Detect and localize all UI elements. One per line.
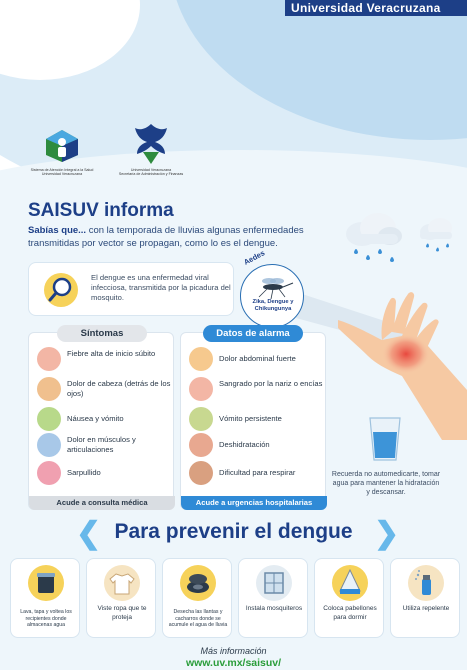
abdominal-pain-icon <box>189 347 213 371</box>
info-card <box>28 262 234 316</box>
alarm-footer: Acude a urgencias hospitalarias <box>181 496 327 510</box>
mosquito-diseases: Zika, Dengue y Chikungunya <box>252 299 294 312</box>
symptom-item <box>37 377 173 403</box>
alarm-item <box>189 347 325 373</box>
more-info-link[interactable]: www.uv.mx/saisuv/ <box>185 657 282 669</box>
page-title: SAISUV informa <box>28 200 174 221</box>
tip-label: Instala mosquiteros <box>245 605 303 612</box>
fever-face-icon <box>37 347 61 371</box>
tip-label: Viste ropa que te proteja <box>97 605 147 621</box>
saisuv-caption: Universidad Veracruzana <box>41 172 83 177</box>
alarm-label: Deshidratación <box>219 440 270 449</box>
long-sleeve-shirt-icon <box>104 565 140 601</box>
alarm-item <box>189 433 325 459</box>
tip-label: Utiliza repelente <box>402 605 450 612</box>
alarm-item <box>189 407 325 433</box>
symptoms-title: Síntomas <box>57 325 147 342</box>
symptom-item <box>37 347 173 373</box>
vomit-face-icon <box>189 407 213 431</box>
tip-label: Desecha las llantas y cacharros donde se acumule el agua de lluvia <box>168 609 228 629</box>
symptom-label: Fiebre alta de inicio súbito <box>67 349 156 358</box>
rain-cloud-icon <box>340 208 406 279</box>
saisuv-caption: Sistema de Atención Integral a la Salud <box>30 168 94 172</box>
rain-cloud-icon <box>416 216 456 265</box>
saisuv-logo <box>22 128 102 177</box>
subtitle-text: con la temporada de lluvias algunas enfermedades transmitidas por vector se propagan, como lo es el dengue. <box>28 225 304 249</box>
prevention-tip <box>314 558 384 638</box>
alarm-label: Dificultad para respirar <box>219 468 296 477</box>
window-screen-icon <box>256 565 292 601</box>
bed-net-icon <box>332 565 368 601</box>
nausea-face-icon <box>37 407 61 431</box>
tires-icon <box>180 565 216 601</box>
alarm-panel <box>180 328 326 510</box>
alarm-label: Vómito persistente <box>219 414 282 423</box>
more-info-label: Más información <box>200 646 267 656</box>
magnifier-icon <box>43 272 79 308</box>
breathing-face-icon <box>189 461 213 485</box>
prevention-tip <box>390 558 460 638</box>
page-subtitle <box>28 225 338 250</box>
prevention-tip <box>162 558 232 638</box>
prevention-tip <box>86 558 156 638</box>
university-banner[interactable]: Universidad Veracruzana <box>285 0 467 16</box>
tip-label: Coloca pabellones para dormir <box>323 605 377 621</box>
alarm-title: Datos de alarma <box>203 325 303 342</box>
alarm-item <box>189 377 325 403</box>
water-glass-icon <box>368 416 402 462</box>
prevention-tip <box>10 558 80 638</box>
symptom-item <box>37 407 173 433</box>
symptom-item <box>37 433 173 459</box>
mosquito-badge <box>240 248 304 328</box>
alarm-item <box>189 461 325 487</box>
chevron-left-icon: ❮ <box>76 517 102 550</box>
symptom-label: Náusea y vómito <box>67 414 124 423</box>
alarm-label: Dolor abdominal fuerte <box>219 354 296 363</box>
mosquito-species: Aedes <box>242 248 267 267</box>
symptom-label: Dolor de cabeza (detrás de los ojos) <box>67 379 171 398</box>
uv-caption: Secretaría de Administración y Finanzas <box>118 172 184 177</box>
advice-text: Recuerda no automedicarte, tomar agua para mantener la hidratación y descansar. <box>331 471 441 496</box>
info-text: El dengue es una enfermedad viral infecciosa, transmitida por la picadura del mosquito. <box>91 273 231 303</box>
dehydration-face-icon <box>189 433 213 457</box>
alarm-label: Sangrado por la nariz o encías <box>219 379 323 388</box>
symptom-label: Sarpullido <box>67 468 101 477</box>
prevention-title: Para prevenir el dengue <box>114 520 353 543</box>
saisuv-logo-icon <box>44 128 80 164</box>
tip-label: Lava, tapa y voltea los recipientes donde almacenas agua <box>20 609 72 629</box>
symptoms-footer: Acude a consulta médica <box>29 496 175 510</box>
prevention-tip <box>238 558 308 638</box>
symptoms-panel <box>28 328 174 510</box>
rash-face-icon <box>37 461 61 485</box>
subtitle-lead: Sabías que... <box>28 225 87 236</box>
repellent-spray-icon <box>408 565 444 601</box>
symptom-item <box>37 461 173 487</box>
symptom-label: Dolor en músculos y articulaciones <box>67 435 136 454</box>
chevron-right-icon: ❯ <box>374 517 400 550</box>
water-container-icon <box>28 565 64 601</box>
uv-logo <box>116 122 186 177</box>
uv-logo-icon <box>131 122 171 166</box>
uv-caption: Universidad Veracruzana <box>130 168 172 172</box>
muscle-pain-icon <box>37 433 61 457</box>
bleeding-face-icon <box>189 377 213 401</box>
headache-face-icon <box>37 377 61 401</box>
